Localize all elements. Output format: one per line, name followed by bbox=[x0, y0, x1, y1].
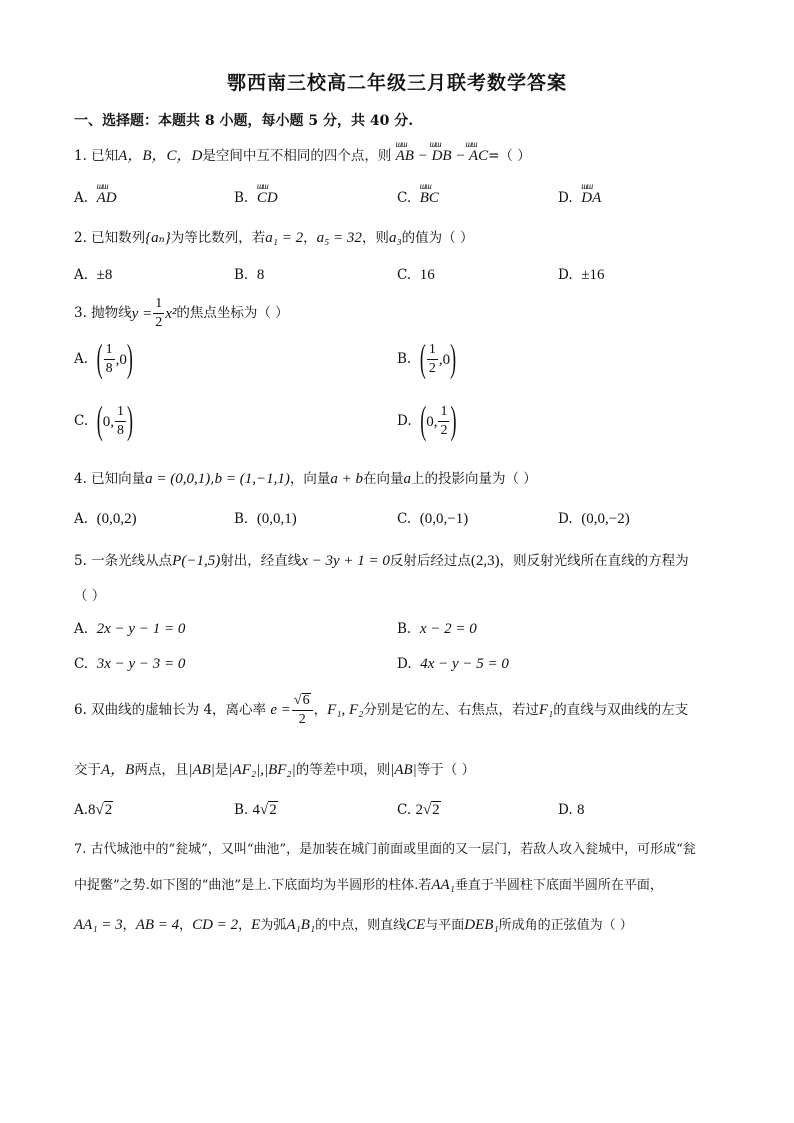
q1-vars: A，B，C，D bbox=[118, 148, 203, 164]
q2-option-c[interactable]: C. 16 bbox=[397, 267, 435, 283]
q4-option-b[interactable]: B. (0,0,1) bbox=[234, 511, 297, 527]
q6-option-c[interactable]: C. 2√2 bbox=[397, 802, 440, 818]
question-6-stem-line1: 6. 双曲线的虚轴长为 4，离心率 e = √ 6 2 ， F₁, F₂ 分别是它的左、右焦点，若过 F₁ 的直线与双曲线的左支 bbox=[74, 693, 689, 727]
question-1-stem bbox=[74, 139, 531, 165]
q5-option-a[interactable]: A. 2x − y − 1 = 0 bbox=[74, 621, 186, 637]
q4-option-a[interactable]: A. (0,0,2) bbox=[74, 511, 137, 527]
q1-option-a[interactable]: A. ɯɯ AD bbox=[74, 181, 117, 206]
q5-option-d[interactable]: D. 4x − y − 5 = 0 bbox=[397, 656, 509, 672]
q1-option-c[interactable]: C. ɯɯ BC bbox=[397, 181, 439, 206]
q2-option-a[interactable]: A. ±8 bbox=[74, 267, 113, 283]
question-7-line2: 中捉鳖”之势.如下图的“曲池”是上.下底面均为半圆形的柱体.若AA₁垂直于半圆柱下底面半圆所在平面， bbox=[74, 877, 663, 893]
q5-option-b[interactable]: B. x − 2 = 0 bbox=[397, 621, 477, 637]
q6-option-b[interactable]: B. 4√2 bbox=[234, 802, 277, 818]
page-title: 鄂西南三校高二年级三月联考数学答案 bbox=[226, 72, 567, 94]
q3-option-c[interactable]: C. ( 0, $\frac{1}{8}$ ) bbox=[74, 397, 133, 442]
q5-blank: （ ） bbox=[74, 588, 106, 604]
q3-option-b[interactable]: B. ( $\frac{1}{2}$ ,0 ) bbox=[397, 335, 457, 380]
question-7-line1: 7. 古代城池中的“瓮城”，又叫“曲池”，是加装在城门前面或里面的又一层门，若敌人攻入瓮城中，可形成“瓮 bbox=[74, 842, 696, 857]
q1-mid: 是空间中互不相同的四个点，则 bbox=[202, 148, 392, 164]
q4-option-d[interactable]: D. (0,0,−2) bbox=[558, 511, 630, 527]
q3-option-d[interactable]: D. ( 0, $\frac{1}{2}$ ) bbox=[397, 397, 457, 442]
question-6-stem-line2: 交于A，B两点，且|AB|是|AF₂|,|BF₂|的等差中项，则|AB|等于（ ） bbox=[74, 762, 476, 778]
q2-option-b[interactable]: B. 8 bbox=[234, 267, 265, 283]
q1-suffix: =（ ） bbox=[488, 148, 531, 164]
q6-option-d[interactable]: D. 8 bbox=[558, 802, 585, 818]
q3-option-a[interactable]: A. ( $\frac{1}{8}$ ,0 ) bbox=[74, 335, 133, 380]
q2-option-d[interactable]: D. ±16 bbox=[558, 267, 605, 283]
question-4-stem: 4. 已知向量a = (0,0,1),b = (1,−1,1)，向量a + b在向量a上的投影向量为（ ） bbox=[74, 471, 537, 487]
question-3-stem: 3. 抛物线 y = $\frac{1}{2}$ x² 的焦点坐标为（ ） bbox=[74, 296, 289, 330]
section-heading: 一、选择题：本题共 8 小题，每小题 5 分，共 40 分. bbox=[74, 113, 414, 129]
q1-vector-expression: ɯɯ ɯɯ ɯɯ AB − DB − AC bbox=[395, 139, 489, 164]
q5-option-c[interactable]: C. 3x − y − 3 = 0 bbox=[74, 656, 186, 672]
question-5-stem: 5. 一条光线从点P(−1,5)射出，经直线x − 3y + 1 = 0反射后经过点(2,3)，则反射光线所在直线的方程为 bbox=[74, 553, 689, 569]
q1-option-b[interactable]: B. ɯɯ CD bbox=[234, 181, 278, 206]
q4-option-c[interactable]: C. (0,0,−1) bbox=[397, 511, 469, 527]
question-2-stem: 2. 已知数列{aₙ}为等比数列，若a₁ = 2，a₅ = 32，则a₃的值为（ ） bbox=[74, 230, 474, 246]
question-7-line3: AA₁ = 3，AB = 4，CD = 2，E为弧A₁B₁的中点，则直线CE与平面DEB₁所成角的正弦值为（ ） bbox=[74, 917, 633, 933]
q6-option-a[interactable]: A.8√2 bbox=[74, 802, 113, 818]
q1-prefix: 1. 已知 bbox=[74, 148, 119, 164]
q1-option-d[interactable]: D. ɯɯ DA bbox=[558, 181, 602, 206]
